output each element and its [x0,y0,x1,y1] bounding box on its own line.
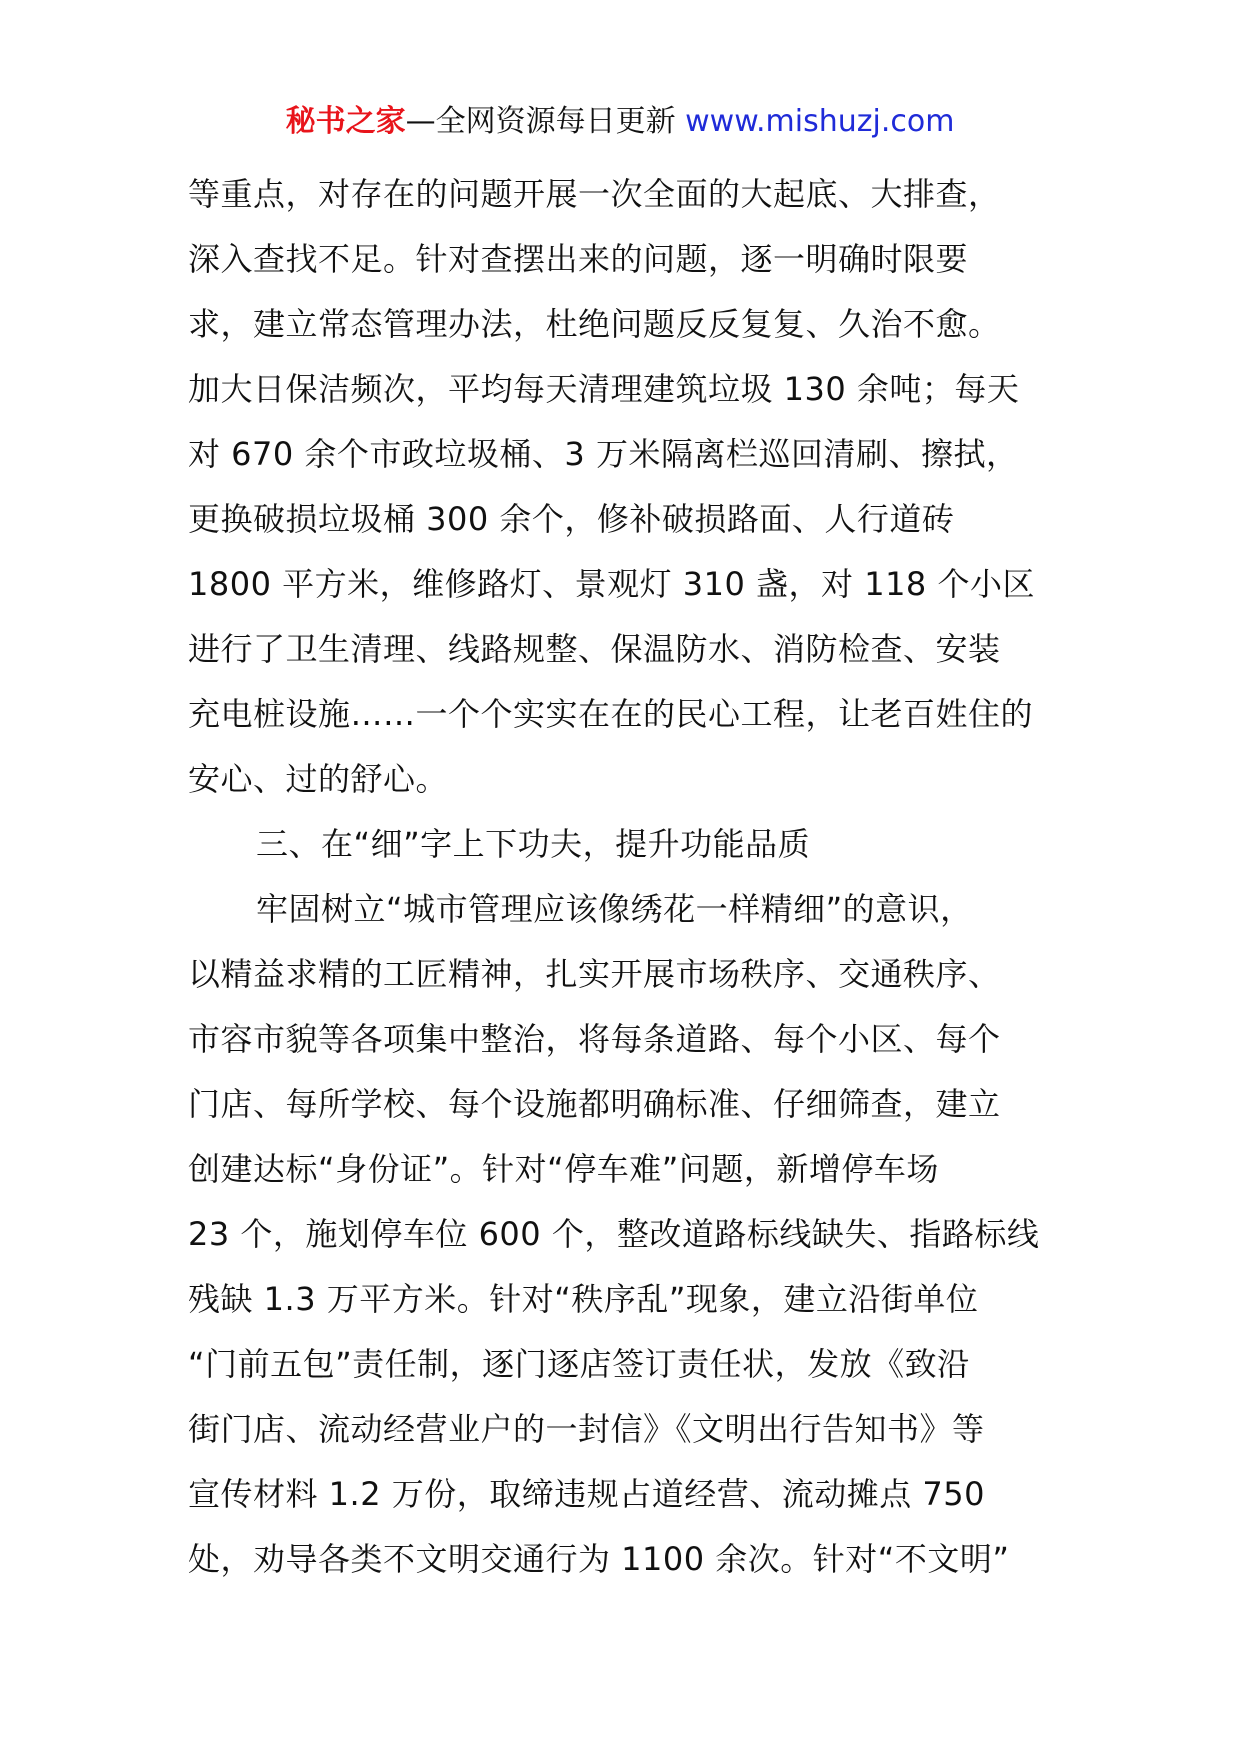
document-body [188,162,1060,1592]
body-line: 求，建立常态管理办法，杜绝问题反反复复、久治不愈。 [188,305,1001,343]
site-url[interactable]: www.mishuzj.com [685,104,955,139]
body-line: 深入查找不足。针对查摆出来的问题，逐一明确时限要 [188,240,969,278]
body-line: 充电桩设施……一个个实实在在的民心工程，让老百姓住的 [188,695,1034,733]
body-line: 街门店、流动经营业户的一封信》《文明出行告知书》等 [188,1410,985,1448]
body-line: 以精益求精的工匠精神，扎实开展市场秩序、交通秩序、 [188,955,1001,993]
body-line: 23 个，施划停车位 600 个，整改道路标线缺失、指路标线 [188,1215,1040,1253]
body-line: 门店、每所学校、每个设施都明确标准、仔细筛查，建立 [188,1085,1001,1123]
body-line: 1800 平方米，维修路灯、景观灯 310 盏，对 118 个小区 [188,565,1035,603]
body-line: 宣传材料 1.2 万份，取缔违规占道经营、流动摊点 750 [188,1475,985,1513]
body-line: 市容市貌等各项集中整治，将每条道路、每个小区、每个 [188,1020,1001,1058]
body-line: 进行了卫生清理、线路规整、保温防水、消防检查、安装 [188,630,1001,668]
body-line: 处，劝导各类不文明交通行为 1100 余次。针对“不文明” [188,1540,1010,1578]
body-line: 牢固树立“城市管理应该像绣花一样精细”的意识， [256,890,973,928]
body-line: “门前五包”责任制，逐门逐店签订责任状，发放《致沿 [188,1345,970,1383]
body-line: 加大日保洁频次，平均每天清理建筑垃圾 130 余吨；每天 [188,370,1020,408]
body-line: 对 670 余个市政垃圾桶、3 万米隔离栏巡回清刷、擦拭， [188,435,1019,473]
body-line: 更换破损垃圾桶 300 余个，修补破损路面、人行道砖 [188,500,955,538]
site-header [0,100,1240,144]
section-heading: 三、在“细”字上下功夫，提升功能品质 [256,825,811,863]
site-tagline: —全网资源每日更新 [405,104,686,139]
body-line: 等重点，对存在的问题开展一次全面的大起底、大排查， [188,175,1001,213]
body-line: 创建达标“身份证”。针对“停车难”问题，新增停车场 [188,1150,939,1188]
body-line: 残缺 1.3 万平方米。针对“秩序乱”现象，建立沿街单位 [188,1280,979,1318]
body-line: 安心、过的舒心。 [188,760,449,798]
site-brand: 秘书之家 [285,104,406,139]
